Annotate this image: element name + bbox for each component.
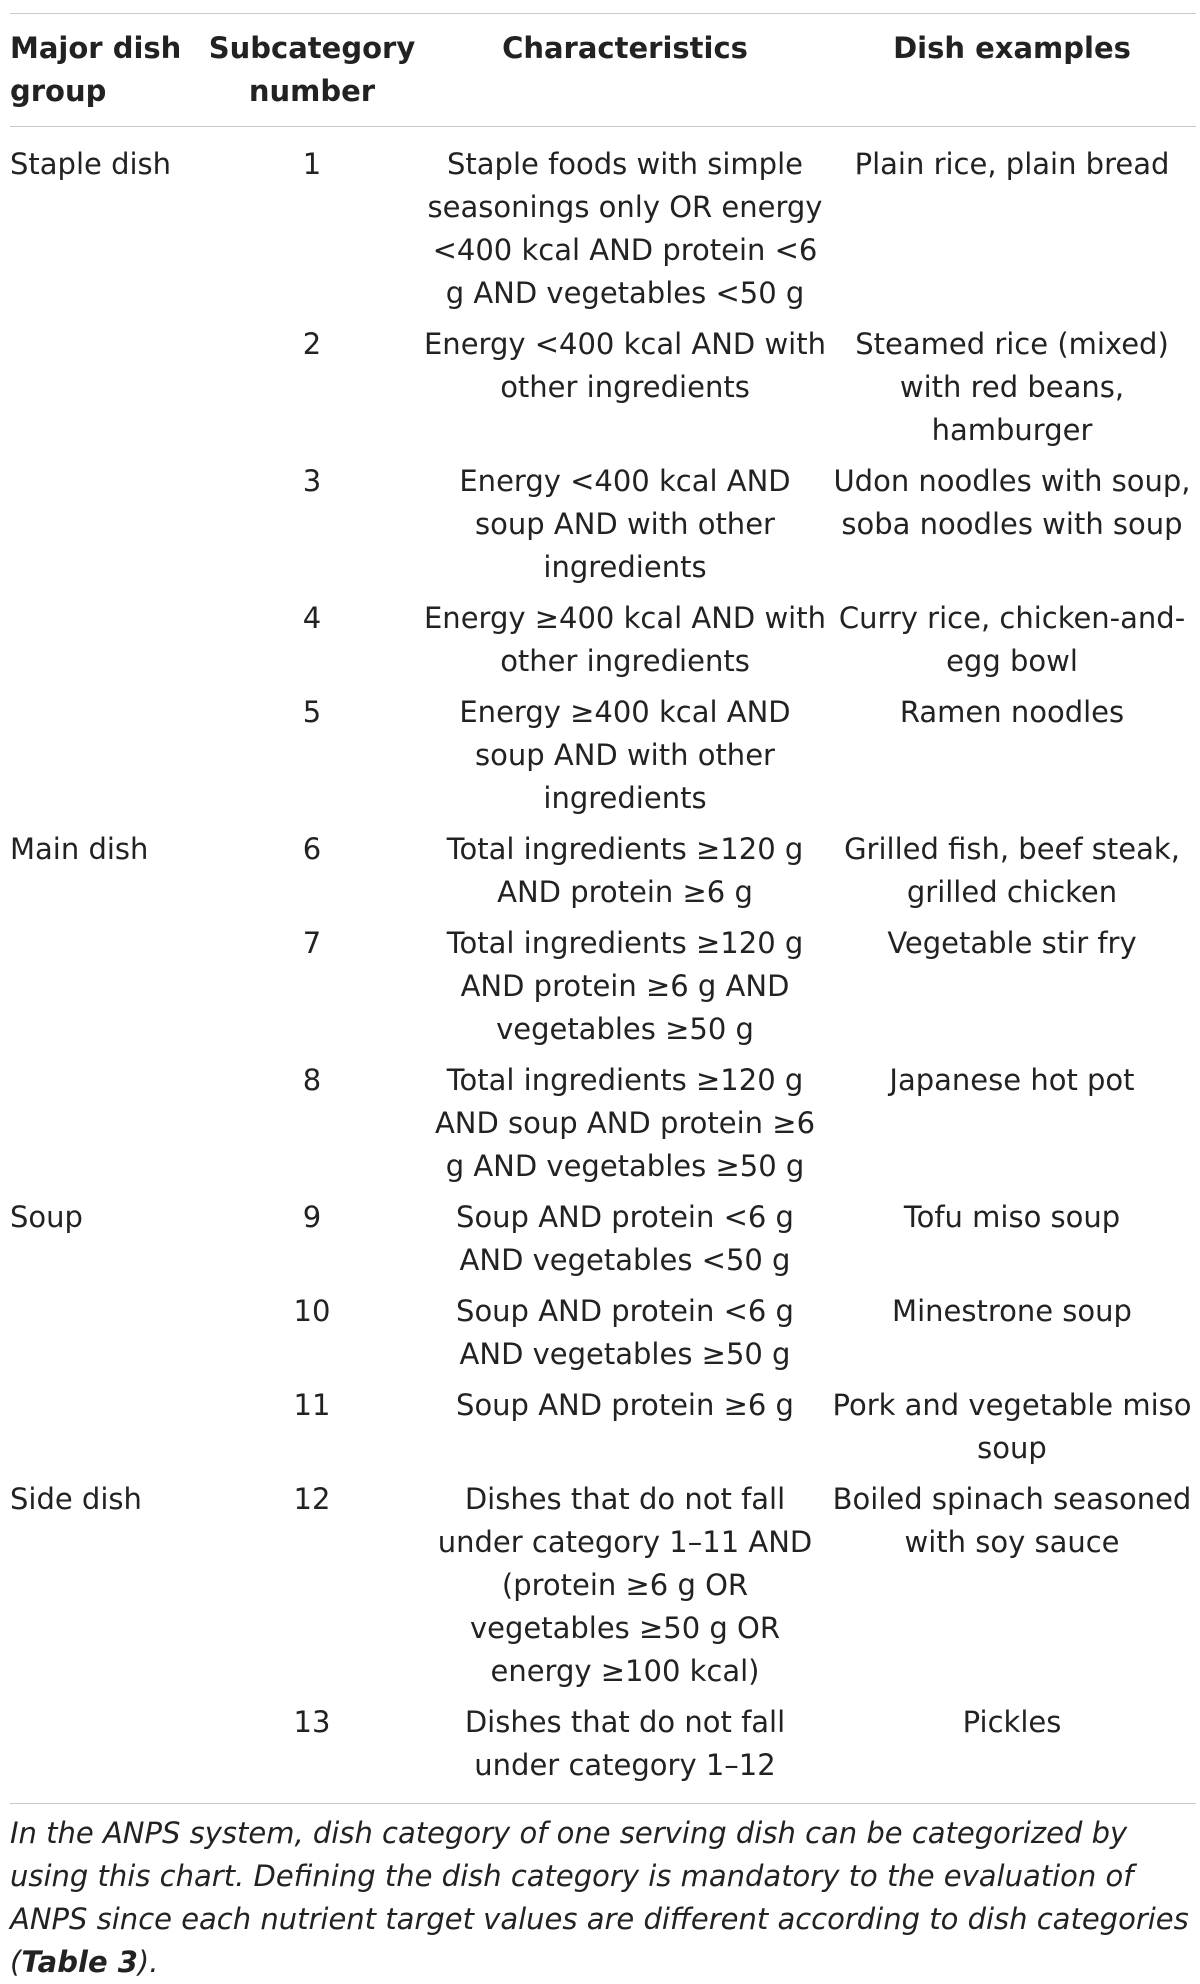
cell-number: 1 [302,147,322,181]
table-body [10,127,1196,1804]
table-row [10,323,1196,460]
cell-examples: Pickles [962,1705,1062,1739]
cell-group: Side dish [10,1482,142,1516]
cell-examples: Boiled spinach seasoned with soy sauce [832,1482,1192,1559]
header-characteristics: Characteristics [422,14,828,127]
cell-characteristics: Soup AND protein <6 g AND vegetables ≥50 g [456,1294,794,1371]
cell-group: Main dish [10,832,149,866]
cell-group [10,691,202,828]
table-row [10,1478,1196,1701]
footnote-text: In the ANPS system, dish category of one serving dish can be categorized by using this chart. Defining the dish category is mandatory to the evaluation of ANPS since each nutrient target values are different according to dish categories ( [10,1816,1189,1979]
cell-characteristics: Energy ≥400 kcal AND soup AND with other ingredients [459,695,791,815]
header-dish-examples: Dish examples [828,14,1196,127]
cell-examples: Minestrone soup [892,1294,1132,1328]
table-figure [10,13,1196,1984]
cell-characteristics: Dishes that do not fall under category 1–11 AND (protein ≥6 g OR vegetables ≥50 g OR energy ≥100 kcal) [437,1482,813,1688]
cell-number: 3 [302,464,322,498]
table-row [10,460,1196,597]
cell-characteristics: Energy <400 kcal AND soup AND with other ingredients [459,464,791,584]
cell-group [10,1384,202,1478]
cell-examples: Vegetable stir fry [887,926,1137,960]
cell-examples: Pork and vegetable miso soup [832,1388,1192,1465]
cell-number: 5 [302,695,322,729]
cell-number: 8 [302,1063,322,1097]
cell-characteristics: Staple foods with simple seasonings only OR energy <400 kcal AND protein <6 g AND vegetables <50 g [427,147,823,310]
cell-examples: Plain rice, plain bread [854,147,1170,181]
cell-examples: Tofu miso soup [903,1200,1121,1234]
table-header [10,14,1196,127]
cell-number: 10 [293,1294,331,1328]
dish-category-table [10,14,1196,1803]
cell-examples: Japanese hot pot [889,1063,1135,1097]
table-row [10,127,1196,324]
cell-number: 11 [293,1388,331,1422]
table-row [10,1059,1196,1196]
header-subcategory-number: Subcategory number [202,14,422,127]
cell-characteristics: Total ingredients ≥120 g AND protein ≥6 g AND vegetables ≥50 g [446,926,804,1046]
table-row [10,691,1196,828]
cell-group [10,1290,202,1384]
cell-group [10,323,202,460]
cell-group: Staple dish [10,147,172,181]
cell-number: 12 [293,1482,331,1516]
cell-group [10,1701,202,1803]
cell-examples: Udon noodles with soup, soba noodles with soup [833,464,1191,541]
cell-characteristics: Total ingredients ≥120 g AND protein ≥6 g [446,832,804,909]
cell-characteristics: Energy ≥400 kcal AND with other ingredients [423,601,826,678]
table-row [10,597,1196,691]
cell-examples: Grilled fish, beef steak, grilled chicken [844,832,1180,909]
cell-number: 13 [293,1705,331,1739]
cell-characteristics: Soup AND protein ≥6 g [456,1388,794,1422]
cell-examples: Ramen noodles [899,695,1125,729]
header-row [10,14,1196,127]
cell-characteristics: Total ingredients ≥120 g AND soup AND protein ≥6 g AND vegetables ≥50 g [434,1063,816,1183]
cell-characteristics: Soup AND protein <6 g AND vegetables <50 g [456,1200,794,1277]
table-row [10,1384,1196,1478]
table-row [10,922,1196,1059]
cell-examples: Curry rice, chicken-and-egg bowl [838,601,1186,678]
footnote-table-reference: Table 3 [21,1945,138,1979]
table-row [10,1196,1196,1290]
table-row [10,828,1196,922]
cell-characteristics: Energy <400 kcal AND with other ingredients [423,327,826,404]
cell-number: 4 [302,601,322,635]
cell-examples: Steamed rice (mixed) with red beans, hamburger [855,327,1169,447]
cell-group: Soup [10,1200,83,1234]
header-major-dish-group: Major dish group [10,14,202,127]
cell-number: 7 [302,926,322,960]
cell-number: 9 [302,1200,322,1234]
table-row [10,1701,1196,1803]
table-row [10,1290,1196,1384]
cell-number: 6 [302,832,322,866]
cell-group [10,922,202,1059]
cell-group [10,597,202,691]
cell-group [10,460,202,597]
cell-group [10,1059,202,1196]
cell-characteristics: Dishes that do not fall under category 1–12 [464,1705,786,1782]
table-footnote [10,1804,1196,1984]
cell-number: 2 [302,327,322,361]
footnote-text-end: ). [137,1945,159,1979]
